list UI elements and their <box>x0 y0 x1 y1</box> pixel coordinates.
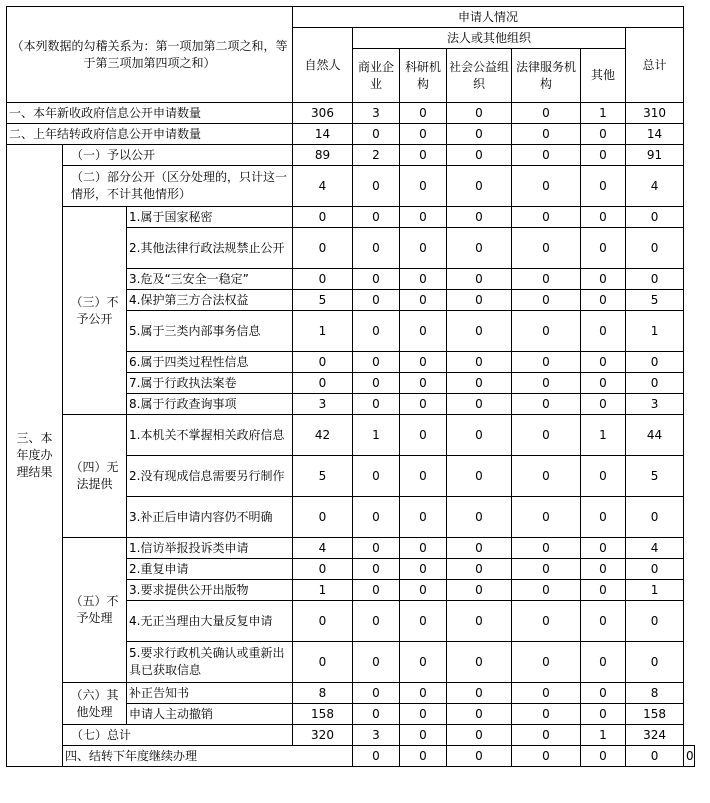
value-cell: 0 <box>293 601 353 642</box>
item-label: 8.属于行政查询事项 <box>127 394 293 415</box>
value-cell: 8 <box>626 683 684 704</box>
value-cell: 14 <box>626 124 684 145</box>
value-cell: 0 <box>353 704 400 725</box>
value-cell: 0 <box>581 207 626 228</box>
value-cell: 0 <box>400 601 447 642</box>
group-label: （四）无法提供 <box>63 415 127 538</box>
table-row <box>7 124 695 145</box>
header-total: 总计 <box>626 28 684 103</box>
row-label: 一、本年新收政府信息公开申请数量 <box>7 103 293 124</box>
value-cell: 0 <box>400 497 447 538</box>
value-cell: 0 <box>353 683 400 704</box>
value-cell: 0 <box>353 166 400 207</box>
value-cell: 0 <box>581 497 626 538</box>
table-row <box>7 145 695 166</box>
section-3-label: 三、本年度办理结果 <box>7 145 63 767</box>
value-cell: 0 <box>353 642 400 683</box>
value-cell: 0 <box>581 124 626 145</box>
header-natural-person: 自然人 <box>293 28 353 103</box>
value-cell: 158 <box>626 704 684 725</box>
value-cell: 0 <box>400 538 447 559</box>
item-label: 5.属于三类内部事务信息 <box>127 311 293 352</box>
value-cell: 3 <box>626 394 684 415</box>
value-cell: 0 <box>293 352 353 373</box>
value-cell: 0 <box>400 456 447 497</box>
value-cell: 0 <box>353 352 400 373</box>
value-cell: 0 <box>512 103 581 124</box>
value-cell: 0 <box>512 290 581 311</box>
value-cell: 0 <box>581 394 626 415</box>
value-cell: 0 <box>447 373 512 394</box>
value-cell: 0 <box>447 601 512 642</box>
value-cell: 0 <box>353 311 400 352</box>
value-cell: 0 <box>400 228 447 269</box>
value-cell: 14 <box>293 124 353 145</box>
value-cell: 0 <box>293 207 353 228</box>
group-label: （三）不予公开 <box>63 207 127 415</box>
value-cell: 0 <box>512 311 581 352</box>
header-legal-entity: 法人或其他组织 <box>353 28 626 49</box>
value-cell: 0 <box>400 394 447 415</box>
value-cell: 0 <box>400 704 447 725</box>
value-cell: 0 <box>293 373 353 394</box>
value-cell: 158 <box>293 704 353 725</box>
value-cell: 0 <box>400 352 447 373</box>
value-cell: 1 <box>626 580 684 601</box>
table-row <box>7 207 695 228</box>
value-cell: 4 <box>626 538 684 559</box>
value-cell: 0 <box>626 352 684 373</box>
value-cell: 44 <box>626 415 684 456</box>
table-row <box>7 746 695 767</box>
value-cell: 0 <box>581 290 626 311</box>
value-cell: 0 <box>512 704 581 725</box>
value-cell: 0 <box>581 704 626 725</box>
table-row <box>7 415 695 456</box>
value-cell: 0 <box>581 373 626 394</box>
item-label: 6.属于四类过程性信息 <box>127 352 293 373</box>
value-cell: 0 <box>447 124 512 145</box>
value-cell: 0 <box>626 559 684 580</box>
value-cell: 0 <box>512 415 581 456</box>
value-cell: 0 <box>626 269 684 290</box>
value-cell: 0 <box>512 725 581 746</box>
value-cell: 0 <box>581 559 626 580</box>
value-cell: 0 <box>512 456 581 497</box>
value-cell: 0 <box>353 456 400 497</box>
value-cell: 0 <box>447 683 512 704</box>
value-cell: 310 <box>626 103 684 124</box>
value-cell: 0 <box>512 269 581 290</box>
row-label: 四、结转下年度继续办理 <box>63 746 353 767</box>
value-cell: 0 <box>400 124 447 145</box>
value-cell: 42 <box>293 415 353 456</box>
value-cell: 0 <box>447 580 512 601</box>
value-cell: 0 <box>400 269 447 290</box>
value-cell: 0 <box>353 394 400 415</box>
value-cell: 4 <box>293 166 353 207</box>
value-cell: 0 <box>353 538 400 559</box>
value-cell: 4 <box>293 538 353 559</box>
value-cell: 0 <box>512 373 581 394</box>
group-label: （七）总计 <box>63 725 293 746</box>
value-cell: 0 <box>581 601 626 642</box>
value-cell: 0 <box>353 290 400 311</box>
value-cell: 0 <box>626 228 684 269</box>
value-cell: 0 <box>684 746 695 767</box>
value-cell: 0 <box>512 207 581 228</box>
item-label: 2.其他法律行政法规禁止公开 <box>127 228 293 269</box>
value-cell: 0 <box>293 228 353 269</box>
value-cell: 4 <box>626 166 684 207</box>
value-cell: 0 <box>447 311 512 352</box>
value-cell: 0 <box>400 207 447 228</box>
value-cell: 0 <box>581 746 626 767</box>
value-cell: 0 <box>400 290 447 311</box>
value-cell: 89 <box>293 145 353 166</box>
value-cell: 0 <box>353 124 400 145</box>
header-note: （本列数据的勾稽关系为：第一项加第二项之和，等于第三项加第四项之和） <box>7 7 293 103</box>
value-cell: 0 <box>400 145 447 166</box>
value-cell: 0 <box>447 269 512 290</box>
value-cell: 0 <box>626 497 684 538</box>
value-cell: 0 <box>626 373 684 394</box>
header-research: 科研机构 <box>400 49 447 103</box>
value-cell: 0 <box>353 559 400 580</box>
value-cell: 0 <box>353 373 400 394</box>
item-label: 1.属于国家秘密 <box>127 207 293 228</box>
value-cell: 0 <box>581 538 626 559</box>
value-cell: 5 <box>293 456 353 497</box>
header-legal-service: 法律服务机构 <box>512 49 581 103</box>
value-cell: 0 <box>512 538 581 559</box>
group-label: （二）部分公开（区分处理的，只计这一情形，不计其他情形） <box>63 166 293 207</box>
value-cell: 0 <box>353 228 400 269</box>
value-cell: 0 <box>626 207 684 228</box>
item-label: 7.属于行政执法案卷 <box>127 373 293 394</box>
value-cell: 0 <box>512 642 581 683</box>
header-business: 商业企业 <box>353 49 400 103</box>
value-cell: 0 <box>400 580 447 601</box>
header-applicant: 申请人情况 <box>293 7 684 28</box>
item-label: 补正告知书 <box>127 683 293 704</box>
value-cell: 0 <box>581 683 626 704</box>
value-cell: 0 <box>581 352 626 373</box>
value-cell: 0 <box>512 124 581 145</box>
value-cell: 0 <box>447 166 512 207</box>
item-label: 3.要求提供公开出版物 <box>127 580 293 601</box>
value-cell: 324 <box>626 725 684 746</box>
value-cell: 0 <box>400 725 447 746</box>
value-cell: 0 <box>353 746 400 767</box>
item-label: 4.保护第三方合法权益 <box>127 290 293 311</box>
value-cell: 0 <box>447 103 512 124</box>
group-label: （一）予以公开 <box>63 145 293 166</box>
value-cell: 0 <box>293 642 353 683</box>
value-cell: 0 <box>293 497 353 538</box>
value-cell: 320 <box>293 725 353 746</box>
value-cell: 0 <box>581 580 626 601</box>
value-cell: 5 <box>626 456 684 497</box>
value-cell: 0 <box>400 166 447 207</box>
value-cell: 0 <box>447 559 512 580</box>
table-row <box>7 103 695 124</box>
value-cell: 91 <box>626 145 684 166</box>
value-cell: 0 <box>400 103 447 124</box>
value-cell: 0 <box>512 145 581 166</box>
group-label: （五）不予处理 <box>63 538 127 683</box>
value-cell: 0 <box>581 166 626 207</box>
value-cell: 0 <box>581 145 626 166</box>
table-row <box>7 683 695 704</box>
value-cell: 0 <box>512 559 581 580</box>
value-cell: 0 <box>400 373 447 394</box>
value-cell: 0 <box>447 725 512 746</box>
value-cell: 0 <box>447 456 512 497</box>
value-cell: 0 <box>400 683 447 704</box>
value-cell: 0 <box>447 145 512 166</box>
value-cell: 0 <box>447 394 512 415</box>
value-cell: 0 <box>512 580 581 601</box>
value-cell: 0 <box>293 559 353 580</box>
item-label: 3.危及“三安全一稳定” <box>127 269 293 290</box>
value-cell: 0 <box>512 497 581 538</box>
value-cell: 3 <box>293 394 353 415</box>
item-label: 申请人主动撤销 <box>127 704 293 725</box>
value-cell: 0 <box>447 497 512 538</box>
item-label: 4.无正当理由大量反复申请 <box>127 601 293 642</box>
value-cell: 0 <box>626 642 684 683</box>
item-label: 2.没有现成信息需要另行制作 <box>127 456 293 497</box>
value-cell: 0 <box>353 497 400 538</box>
value-cell: 1 <box>626 311 684 352</box>
value-cell: 0 <box>400 746 447 767</box>
table-row <box>7 725 695 746</box>
value-cell: 0 <box>626 601 684 642</box>
table-row <box>7 538 695 559</box>
value-cell: 5 <box>293 290 353 311</box>
value-cell: 0 <box>581 228 626 269</box>
value-cell: 0 <box>400 415 447 456</box>
value-cell: 0 <box>447 207 512 228</box>
value-cell: 8 <box>293 683 353 704</box>
value-cell: 0 <box>447 290 512 311</box>
item-label: 5.要求行政机关确认或重新出具已获取信息 <box>127 642 293 683</box>
value-cell: 0 <box>512 228 581 269</box>
value-cell: 2 <box>353 145 400 166</box>
value-cell: 0 <box>447 704 512 725</box>
value-cell: 0 <box>447 352 512 373</box>
item-label: 2.重复申请 <box>127 559 293 580</box>
value-cell: 0 <box>581 311 626 352</box>
value-cell: 0 <box>581 642 626 683</box>
value-cell: 0 <box>512 601 581 642</box>
value-cell: 0 <box>447 746 512 767</box>
value-cell: 0 <box>353 601 400 642</box>
group-label: （六）其他处理 <box>63 683 127 725</box>
item-label: 3.补正后申请内容仍不明确 <box>127 497 293 538</box>
value-cell: 0 <box>512 352 581 373</box>
value-cell: 0 <box>626 746 684 767</box>
value-cell: 3 <box>353 103 400 124</box>
value-cell: 0 <box>447 642 512 683</box>
item-label: 1.本机关不掌握相关政府信息 <box>127 415 293 456</box>
value-cell: 0 <box>447 538 512 559</box>
value-cell: 0 <box>400 559 447 580</box>
value-cell: 1 <box>293 311 353 352</box>
value-cell: 3 <box>353 725 400 746</box>
value-cell: 0 <box>400 311 447 352</box>
value-cell: 1 <box>353 415 400 456</box>
value-cell: 0 <box>447 228 512 269</box>
value-cell: 5 <box>626 290 684 311</box>
header-public-welfare: 社会公益组织 <box>447 49 512 103</box>
value-cell: 1 <box>581 103 626 124</box>
value-cell: 0 <box>353 269 400 290</box>
table-row <box>7 166 695 207</box>
value-cell: 0 <box>353 580 400 601</box>
value-cell: 1 <box>293 580 353 601</box>
value-cell: 0 <box>512 394 581 415</box>
item-label: 1.信访举报投诉类申请 <box>127 538 293 559</box>
value-cell: 306 <box>293 103 353 124</box>
value-cell: 0 <box>512 746 581 767</box>
statistics-table <box>6 6 695 767</box>
value-cell: 0 <box>353 207 400 228</box>
value-cell: 0 <box>293 269 353 290</box>
value-cell: 0 <box>581 456 626 497</box>
value-cell: 1 <box>581 725 626 746</box>
header-other: 其他 <box>581 49 626 103</box>
value-cell: 0 <box>447 415 512 456</box>
value-cell: 0 <box>581 269 626 290</box>
value-cell: 0 <box>512 683 581 704</box>
value-cell: 0 <box>400 642 447 683</box>
value-cell: 0 <box>512 166 581 207</box>
value-cell: 1 <box>581 415 626 456</box>
row-label: 二、上年结转政府信息公开申请数量 <box>7 124 293 145</box>
